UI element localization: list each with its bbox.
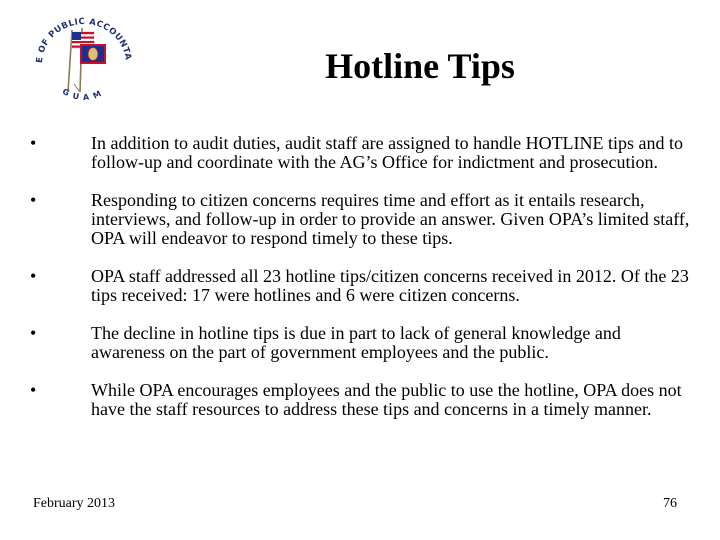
logo-bottom-text: GUAM [60, 86, 108, 103]
bullet-marker: • [30, 380, 37, 400]
bullet-text: Responding to citizen concerns requires time and effort as it entails research, interviews, and follow-up in order to provide an answer. Given OPA’s limited staff, OPA will endeavor to respond timely to these tips. [91, 190, 690, 248]
footer-date: February 2013 [33, 496, 116, 511]
bullet-text: While OPA encourages employees and the public to use the hotline, OPA does not have the staff resources to address these tips and concerns in a timely manner. [91, 380, 682, 419]
bullet-marker: • [30, 266, 37, 286]
page-title: Hotline Tips [325, 46, 515, 86]
svg-text:GUAM [61, 87, 107, 102]
bullet-item [30, 191, 690, 248]
logo-ring-text: E OF PUBLIC ACCOUNTA [34, 16, 133, 64]
bullet-text: In addition to audit duties, audit staff are assigned to handle HOTLINE tips and to follow-up and coordinate with the AG’s Office for indictment and prosecution. [91, 133, 684, 172]
bullet-list [30, 134, 690, 419]
bullet-text: OPA staff addressed all 23 hotline tips/citizen concerns received in 2012. Of the 23 tips received: 17 were hotlines and 6 were citizen concerns. [91, 266, 689, 305]
bullet-text: The decline in hotline tips is due in part to lack of general knowledge and awareness on the part of government employees and the public. [91, 323, 621, 362]
bullet-item [30, 381, 690, 419]
bullet-item [30, 134, 690, 172]
bullet-item [30, 324, 690, 362]
guam-flag-icon [80, 44, 106, 64]
bullet-marker: • [30, 133, 37, 153]
bullet-marker: • [30, 190, 37, 210]
bullet-marker: • [30, 323, 37, 343]
page-number: 76 [663, 496, 677, 511]
bullet-item [30, 267, 690, 305]
opa-logo [28, 8, 140, 108]
